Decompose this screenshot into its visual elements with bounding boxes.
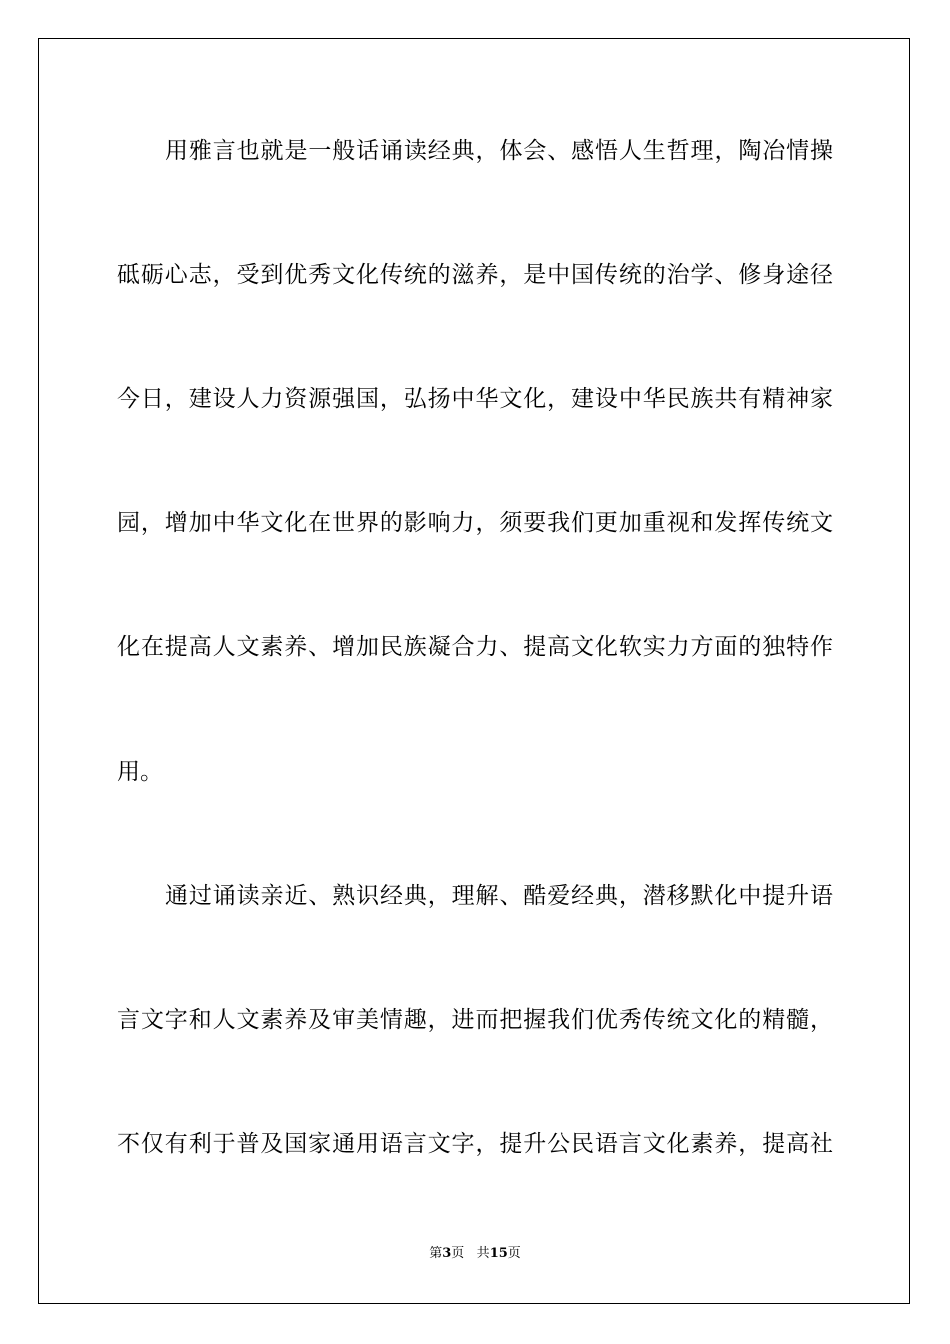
paragraph-2-line-2: 言文字和人文素养及审美情趣，进而把握我们优秀传统文化的精髓， — [117, 1007, 833, 1033]
paragraph-1-line-2: 砥砺心志，受到优秀文化传统的滋养，是中国传统的治学、修身途径 — [117, 262, 833, 288]
page-prefix: 第 — [429, 1246, 443, 1261]
total-pages: 15 — [489, 1246, 508, 1261]
page-footer — [0, 1245, 950, 1263]
page-border — [38, 38, 910, 1304]
paragraph-2-line-3: 不仅有利于普及国家通用语言文字，提升公民语言文化素养，提高社 — [117, 1131, 833, 1157]
page-number: 3 — [442, 1246, 452, 1261]
paragraph-1-line-4: 园，增加中华文化在世界的影响力，须要我们更加重视和发挥传统文 — [117, 510, 833, 536]
total-prefix: 共 — [476, 1246, 490, 1261]
paragraph-2-line-1: 通过诵读亲近、熟识经典，理解、酷爱经典，潜移默化中提升语 — [165, 883, 833, 909]
paragraph-1-line-6: 用。 — [117, 759, 163, 785]
total-suffix: 页 — [507, 1246, 521, 1261]
paragraph-1-line-1: 用雅言也就是一般话诵读经典，体会、感悟人生哲理，陶冶情操 — [165, 138, 833, 164]
paragraph-1-line-3: 今日，建设人力资源强国，弘扬中华文化，建设中华民族共有精神家 — [117, 386, 833, 412]
page-suffix: 页 — [451, 1246, 465, 1261]
paragraph-1-line-5: 化在提高人文素养、增加民族凝合力、提高文化软实力方面的独特作 — [117, 634, 833, 660]
